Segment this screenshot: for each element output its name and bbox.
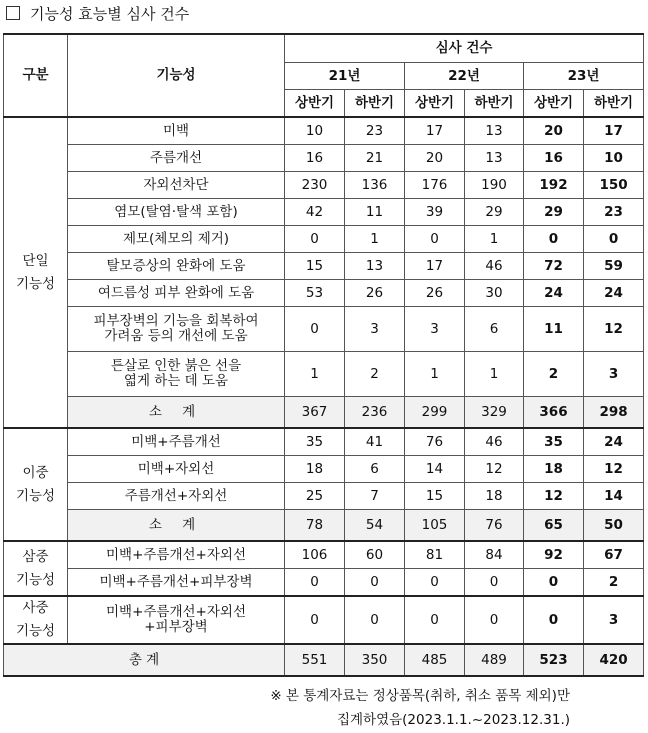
value-cell: 60 [345, 541, 405, 569]
value-cell: 2 [524, 352, 584, 397]
value-cell: 0 [465, 569, 524, 597]
total-value: 551 [285, 644, 345, 676]
total-value: 489 [465, 644, 524, 676]
table-row [4, 483, 644, 510]
value-cell: 26 [405, 280, 465, 307]
total-value: 350 [345, 644, 405, 676]
value-cell: 0 [405, 596, 465, 644]
table-row [4, 253, 644, 280]
value-cell: 15 [285, 253, 345, 280]
value-cell: 24 [584, 280, 644, 307]
value-cell: 12 [584, 307, 644, 352]
value-cell: 192 [524, 172, 584, 199]
function-label: 여드름성 피부 완화에 도움 [68, 280, 285, 307]
table-row [4, 456, 644, 483]
header-year: 23년 [524, 63, 644, 90]
value-cell: 67 [584, 541, 644, 569]
table-row [4, 226, 644, 253]
table-row [4, 199, 644, 226]
table-row [4, 280, 644, 307]
value-cell: 20 [524, 117, 584, 145]
value-cell: 15 [405, 483, 465, 510]
value-cell: 10 [285, 117, 345, 145]
function-label: 미백+주름개선 [68, 428, 285, 456]
value-cell: 0 [285, 569, 345, 597]
function-label: 미백+주름개선+자외선 +피부장벽 [68, 596, 285, 644]
value-cell: 30 [465, 280, 524, 307]
table-row [4, 117, 644, 145]
section-title [6, 2, 189, 24]
header-category: 구분 [4, 34, 68, 117]
value-cell: 72 [524, 253, 584, 280]
value-cell: 25 [285, 483, 345, 510]
table-row [4, 307, 644, 352]
table-row [4, 428, 644, 456]
header-function: 기능성 [68, 34, 285, 117]
group-label: 사중 기능성 [4, 596, 68, 644]
subtotal-value: 299 [405, 397, 465, 429]
value-cell: 2 [584, 569, 644, 597]
value-cell: 1 [345, 226, 405, 253]
subtotal-value: 367 [285, 397, 345, 429]
value-cell: 46 [465, 428, 524, 456]
total-value: 485 [405, 644, 465, 676]
value-cell: 16 [524, 145, 584, 172]
total-row [4, 644, 644, 676]
value-cell: 0 [285, 596, 345, 644]
header-year: 22년 [405, 63, 524, 90]
function-label: 피부장벽의 기능을 회복하여 가려움 등의 개선에 도움 [68, 307, 285, 352]
value-cell: 17 [405, 117, 465, 145]
value-cell: 6 [345, 456, 405, 483]
subtotal-value: 105 [405, 510, 465, 542]
value-cell: 0 [345, 596, 405, 644]
value-cell: 18 [524, 456, 584, 483]
value-cell: 23 [584, 199, 644, 226]
table-row [4, 596, 644, 644]
header-half: 하반기 [584, 90, 644, 118]
value-cell: 2 [345, 352, 405, 397]
footnote [270, 684, 570, 732]
value-cell: 24 [524, 280, 584, 307]
title-text: 기능성 효능별 심사 건수 [30, 4, 190, 23]
value-cell: 3 [345, 307, 405, 352]
function-label: 자외선차단 [68, 172, 285, 199]
function-label: 미백+주름개선+피부장벽 [68, 569, 285, 597]
table-row [4, 569, 644, 597]
value-cell: 16 [285, 145, 345, 172]
value-cell: 190 [465, 172, 524, 199]
value-cell: 0 [405, 226, 465, 253]
header-half: 하반기 [465, 90, 524, 118]
value-cell: 6 [465, 307, 524, 352]
value-cell: 3 [584, 352, 644, 397]
value-cell: 26 [345, 280, 405, 307]
function-label: 튼살로 인한 붉은 선을 엷게 하는 데 도움 [68, 352, 285, 397]
value-cell: 24 [584, 428, 644, 456]
value-cell: 14 [584, 483, 644, 510]
value-cell: 35 [524, 428, 584, 456]
table-row [4, 145, 644, 172]
value-cell: 1 [285, 352, 345, 397]
function-label: 미백 [68, 117, 285, 145]
group-label: 이중 기능성 [4, 428, 68, 541]
value-cell: 17 [584, 117, 644, 145]
total-value: 420 [584, 644, 644, 676]
value-cell: 106 [285, 541, 345, 569]
function-label: 주름개선+자외선 [68, 483, 285, 510]
subtotal-value: 76 [465, 510, 524, 542]
header-row-1 [4, 34, 644, 63]
header-year: 21년 [285, 63, 405, 90]
total-value: 523 [524, 644, 584, 676]
value-cell: 0 [405, 569, 465, 597]
value-cell: 136 [345, 172, 405, 199]
value-cell: 0 [524, 226, 584, 253]
value-cell: 150 [584, 172, 644, 199]
value-cell: 3 [405, 307, 465, 352]
subtotal-value: 366 [524, 397, 584, 429]
function-label: 염모(탈염·탈색 포함) [68, 199, 285, 226]
value-cell: 21 [345, 145, 405, 172]
value-cell: 1 [465, 226, 524, 253]
value-cell: 46 [465, 253, 524, 280]
checkbox-square-icon [6, 6, 20, 20]
value-cell: 35 [285, 428, 345, 456]
subtotal-value: 54 [345, 510, 405, 542]
subtotal-label: 소 계 [68, 397, 285, 429]
value-cell: 1 [405, 352, 465, 397]
function-label: 주름개선 [68, 145, 285, 172]
header-half: 상반기 [285, 90, 345, 118]
subtotal-row [4, 510, 644, 542]
value-cell: 53 [285, 280, 345, 307]
group-label: 단일 기능성 [4, 117, 68, 428]
value-cell: 76 [405, 428, 465, 456]
subtotal-row [4, 397, 644, 429]
value-cell: 29 [524, 199, 584, 226]
table-row [4, 541, 644, 569]
total-label: 총 계 [4, 644, 285, 676]
value-cell: 0 [465, 596, 524, 644]
value-cell: 42 [285, 199, 345, 226]
subtotal-value: 329 [465, 397, 524, 429]
value-cell: 39 [405, 199, 465, 226]
value-cell: 11 [524, 307, 584, 352]
value-cell: 92 [524, 541, 584, 569]
function-label: 제모(체모의 제거) [68, 226, 285, 253]
value-cell: 176 [405, 172, 465, 199]
function-label: 미백+주름개선+자외선 [68, 541, 285, 569]
subtotal-value: 78 [285, 510, 345, 542]
value-cell: 0 [345, 569, 405, 597]
header-half: 상반기 [405, 90, 465, 118]
subtotal-label: 소 계 [68, 510, 285, 542]
value-cell: 14 [405, 456, 465, 483]
value-cell: 81 [405, 541, 465, 569]
value-cell: 41 [345, 428, 405, 456]
review-count-table [3, 33, 644, 677]
subtotal-value: 65 [524, 510, 584, 542]
value-cell: 13 [345, 253, 405, 280]
value-cell: 59 [584, 253, 644, 280]
header-review-count: 심사 건수 [285, 34, 644, 63]
subtotal-value: 298 [584, 397, 644, 429]
footnote-line-2: 집계하였음(2023.1.1.~2023.12.31.) [336, 712, 570, 728]
value-cell: 7 [345, 483, 405, 510]
value-cell: 10 [584, 145, 644, 172]
value-cell: 84 [465, 541, 524, 569]
value-cell: 29 [465, 199, 524, 226]
value-cell: 11 [345, 199, 405, 226]
subtotal-value: 236 [345, 397, 405, 429]
value-cell: 12 [524, 483, 584, 510]
function-label: 미백+자외선 [68, 456, 285, 483]
function-label: 탈모증상의 완화에 도움 [68, 253, 285, 280]
subtotal-value: 50 [584, 510, 644, 542]
value-cell: 0 [524, 569, 584, 597]
value-cell: 17 [405, 253, 465, 280]
value-cell: 0 [524, 596, 584, 644]
table-row [4, 172, 644, 199]
header-half: 상반기 [524, 90, 584, 118]
value-cell: 3 [584, 596, 644, 644]
table-row [4, 352, 644, 397]
footnote-line-1: ※ 본 통계자료는 정상품목(취하, 취소 품목 제외)만 [270, 688, 570, 704]
value-cell: 12 [465, 456, 524, 483]
value-cell: 230 [285, 172, 345, 199]
value-cell: 0 [584, 226, 644, 253]
group-label: 삼중 기능성 [4, 541, 68, 596]
value-cell: 13 [465, 117, 524, 145]
header-half: 하반기 [345, 90, 405, 118]
value-cell: 13 [465, 145, 524, 172]
value-cell: 23 [345, 117, 405, 145]
value-cell: 18 [465, 483, 524, 510]
value-cell: 0 [285, 226, 345, 253]
value-cell: 20 [405, 145, 465, 172]
value-cell: 12 [584, 456, 644, 483]
value-cell: 0 [285, 307, 345, 352]
value-cell: 18 [285, 456, 345, 483]
value-cell: 1 [465, 352, 524, 397]
